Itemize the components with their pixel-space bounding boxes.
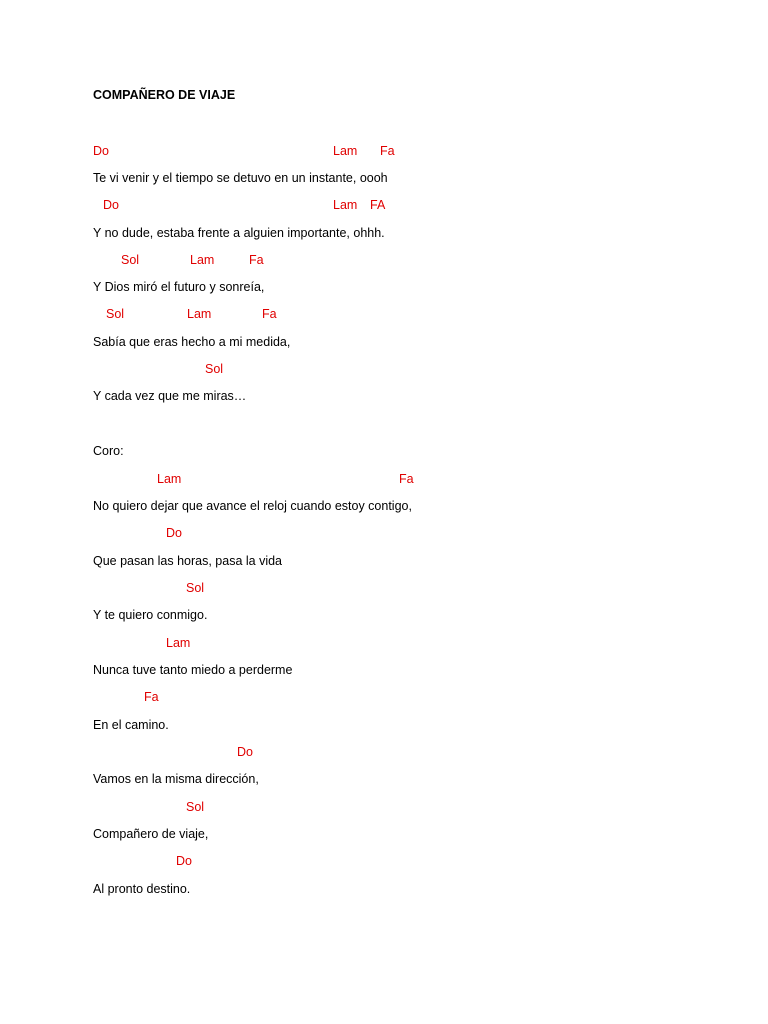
chord: Fa xyxy=(380,144,395,158)
chord: Fa xyxy=(249,253,264,267)
chord: FA xyxy=(370,198,386,212)
chord: Do xyxy=(166,526,182,540)
lyric-line: Y no dude, estaba frente a alguien importante, ohhh. xyxy=(93,226,385,240)
chord: Sol xyxy=(121,253,140,267)
lyric-line: Sabía que eras hecho a mi medida, xyxy=(93,335,291,349)
chord: Sol xyxy=(106,307,125,321)
lyric-line: Compañero de viaje, xyxy=(93,827,209,841)
chord: Sol xyxy=(205,362,224,376)
lyric-line: Al pronto destino. xyxy=(93,882,191,896)
chord: Lam xyxy=(166,636,191,650)
lyric-line: Y Dios miró el futuro y sonreía, xyxy=(93,280,265,294)
lyric-line: Y cada vez que me miras… xyxy=(93,389,247,403)
chord: Fa xyxy=(144,690,159,704)
lyric-line: Nunca tuve tanto miedo a perderme xyxy=(93,663,293,677)
lyric-line: Que pasan las horas, pasa la vida xyxy=(93,554,283,568)
lyric-line: En el camino. xyxy=(93,718,169,732)
lyric-line: No quiero dejar que avance el reloj cuando estoy contigo, xyxy=(93,499,412,513)
chord: Lam xyxy=(333,144,358,158)
chord: Sol xyxy=(186,800,205,814)
chord: Lam xyxy=(190,253,215,267)
lyric-line: Te vi venir y el tiempo se detuvo en un instante, oooh xyxy=(93,171,388,185)
chorus-label: Coro: xyxy=(93,444,124,458)
lyric-line: Y te quiero conmigo. xyxy=(93,608,208,622)
chord: Do xyxy=(176,854,192,868)
chord: Lam xyxy=(333,198,358,212)
chord: Do xyxy=(93,144,109,158)
chord: Sol xyxy=(186,581,205,595)
chord: Fa xyxy=(262,307,277,321)
chord: Lam xyxy=(187,307,212,321)
lyric-line: Vamos en la misma dirección, xyxy=(93,772,259,786)
song-title: COMPAÑERO DE VIAJE xyxy=(93,88,236,102)
chord: Do xyxy=(237,745,253,759)
chord: Do xyxy=(103,198,119,212)
chord: Fa xyxy=(399,472,414,486)
chord: Lam xyxy=(157,472,182,486)
